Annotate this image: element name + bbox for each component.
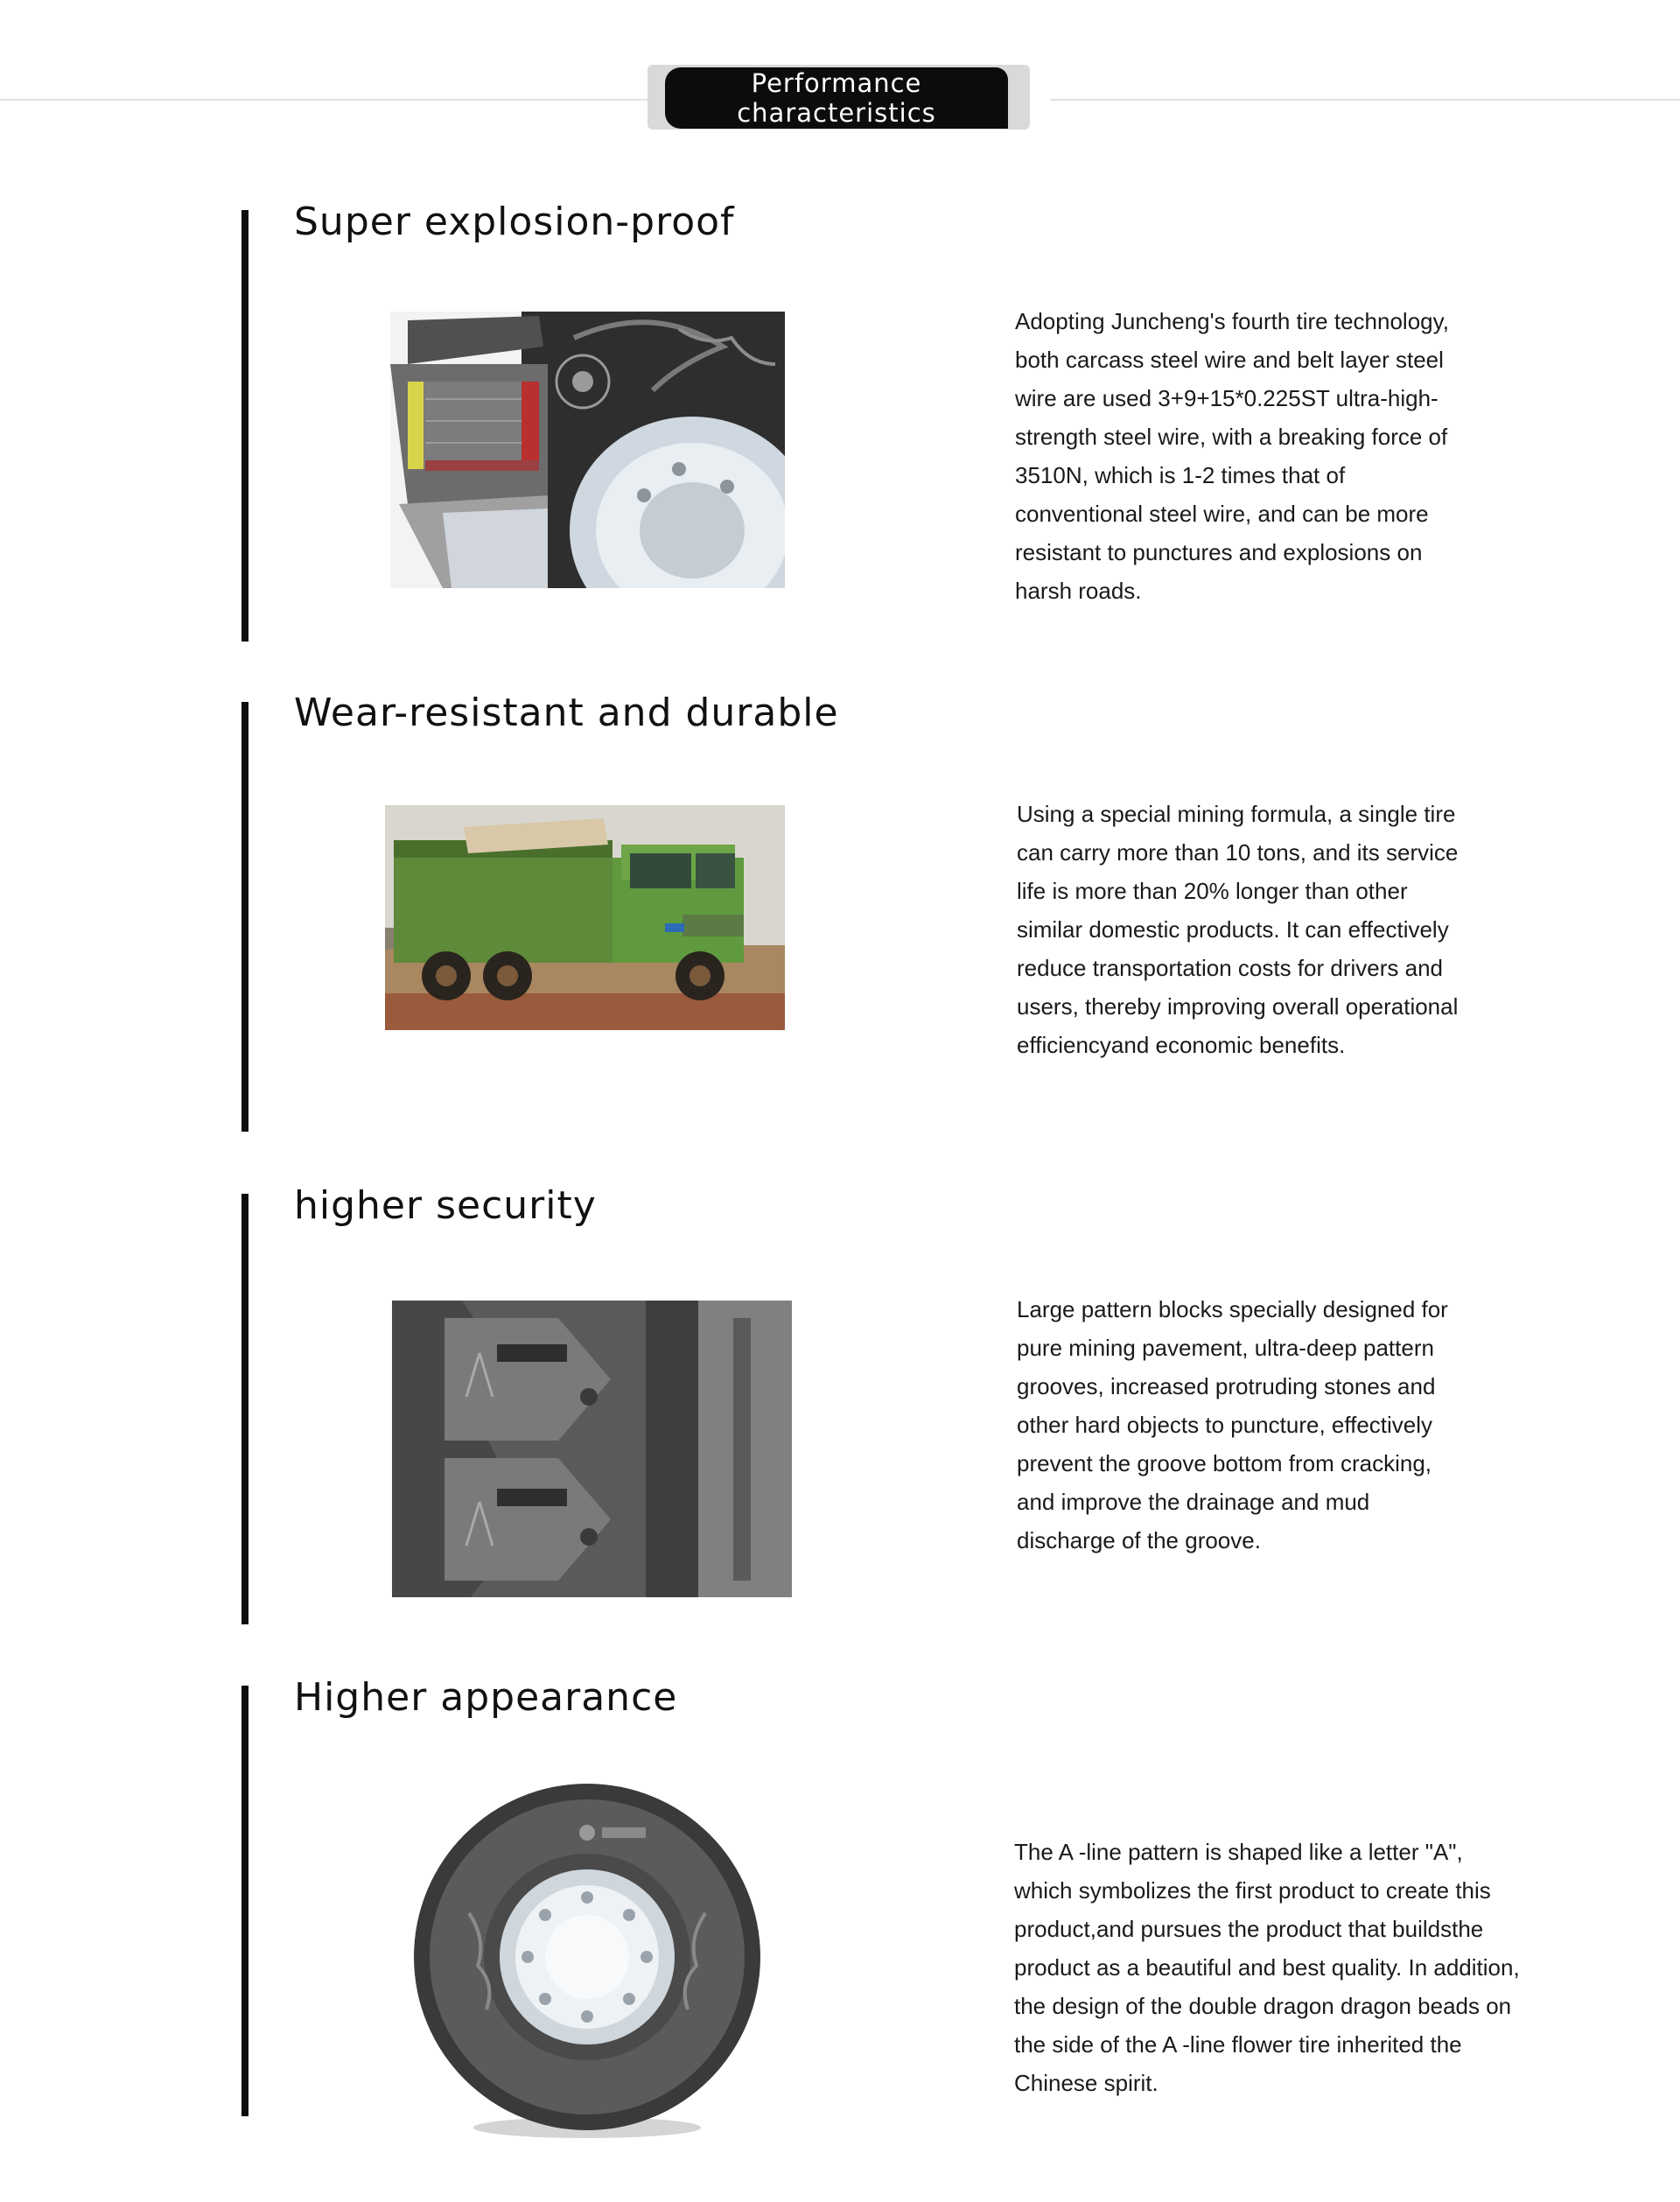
section-1-accent-bar [242,210,248,642]
header-badge-line2: characteristics [737,98,936,128]
section-3-description: Large pattern blocks specially designed for pure mining pavement, ultra-deep pattern grooves, increased protruding stones and other hard objects to puncture, effectively prevent the groove bottom from cracking, and improve the drainage and mud discharge of the groove. [1017,1296,1448,1553]
header-badge-line1: Performance [751,68,922,98]
header-divider-left [0,99,649,101]
tire-front-view-image [408,1782,766,2141]
green-dump-truck-image [385,805,785,1030]
tire-cutaway-image [390,312,785,588]
section-3-title: higher security [294,1183,597,1228]
header-divider-right [1050,99,1680,101]
section-4-accent-bar [242,1686,248,2116]
section-2-title: Wear-resistant and durable [294,691,839,735]
section-1-description: Adopting Juncheng's fourth tire technology, both carcass steel wire and belt layer steel wire are used 3+9+15*0.225ST ultra-high-strength steel wire, with a breaking force of 3510N, which is 1-2 times that of conventional steel wire, and can be more resistant to punctures and explosions on harsh roads. [1015,308,1449,604]
section-1-title: Super explosion-proof [294,200,735,244]
header-badge [665,67,1008,129]
tread-closeup-image [392,1301,792,1597]
section-2-description: Using a special mining formula, a single tire can carry more than 10 tons, and its service life is more than 20% longer than other similar domestic products. It can effectively reduce transportation costs for drivers and users, thereby improving overall operational efficiencyand economic benefits. [1017,801,1459,1058]
section-2-accent-bar [242,702,248,1132]
section-4-description: The A -line pattern is shaped like a letter "A", which symbolizes the first product to create this product,and pursues the product that buildsthe product as a beautiful and best quality. In addition, the design of the double dragon dragon beads on the side of the A -line flower tire inherited the Chinese spirit. [1014,1839,1520,2096]
section-4-title: Higher appearance [294,1675,678,1720]
section-3-accent-bar [242,1194,248,1624]
